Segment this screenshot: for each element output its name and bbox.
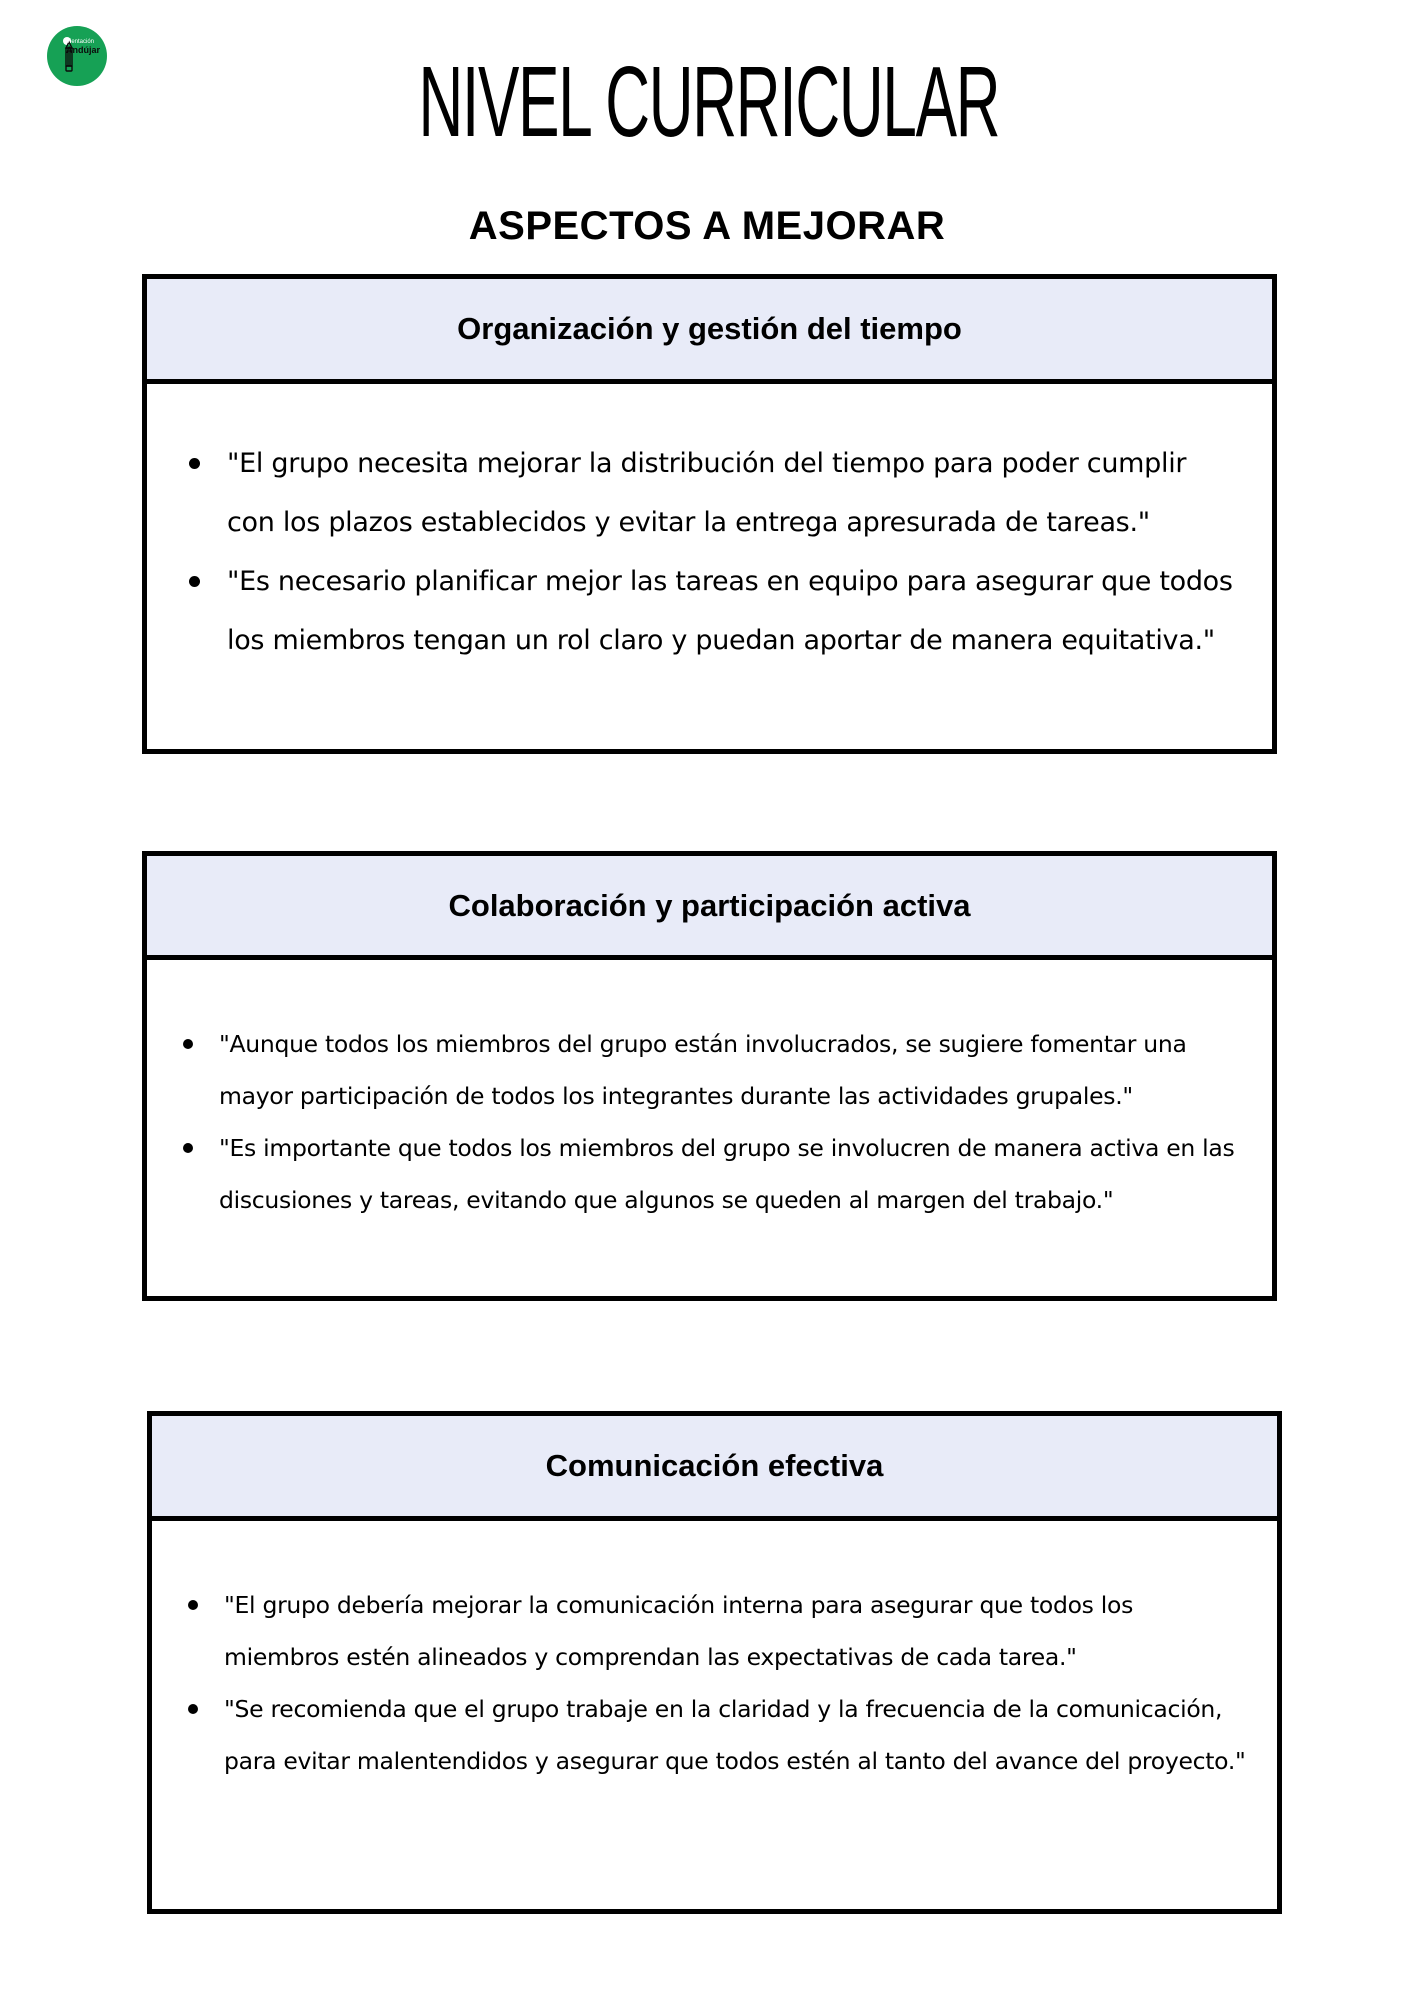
section-header	[147, 856, 1272, 960]
page-subtitle: ASPECTOS A MEJORAR	[468, 204, 946, 248]
section-header	[147, 279, 1272, 384]
page-title: NIVEL CURRICULAR	[418, 46, 1000, 158]
list-item-text: "Es necesario planificar mejor las tareas en equipo para asegurar que todos los miembros tengan un rol claro y puedan aportar de manera equitativa."	[227, 566, 1233, 656]
list-item	[227, 552, 1237, 670]
list-item-text: "Se recomienda que el grupo trabaje en la claridad y la frecuencia de la comunicación, para evitar malentendidos y asegurar que todos estén al tanto del avance del proyecto."	[224, 1695, 1246, 1775]
bullet-icon	[189, 458, 200, 469]
logo-text-top: rientación	[68, 39, 95, 45]
section-title: Colaboración y participación activa	[448, 887, 971, 923]
list-item	[227, 434, 1237, 552]
list-item-text: "Aunque todos los miembros del grupo están involucrados, se sugiere fomentar una mayor participación de todos los integrantes durante las actividades grupales."	[219, 1030, 1187, 1110]
list-item	[224, 1683, 1254, 1787]
bullet-list	[219, 1018, 1249, 1226]
list-item	[219, 1018, 1249, 1122]
bullet-icon	[183, 1039, 193, 1049]
section-header	[152, 1416, 1277, 1521]
bullet-list	[227, 434, 1237, 670]
list-item	[224, 1579, 1254, 1683]
section-title: Organización y gestión del tiempo	[457, 311, 962, 346]
list-item-text: "El grupo debería mejorar la comunicación interna para asegurar que todos los miembros estén alineados y comprendan las expectativas de cada tarea."	[224, 1591, 1134, 1671]
section-card-comunicacion	[147, 1411, 1282, 1914]
bullet-icon	[188, 1600, 198, 1610]
bullet-icon	[188, 1704, 198, 1714]
logo-text-bottom: Andújar	[66, 45, 101, 55]
section-card-organizacion	[142, 274, 1277, 754]
logo	[47, 26, 107, 86]
list-item	[219, 1122, 1249, 1226]
pencil-icon	[47, 26, 107, 86]
section-title: Comunicación efectiva	[545, 1448, 884, 1483]
list-item-text: "Es importante que todos los miembros del grupo se involucren de manera activa en las discusiones y tareas, evitando que algunos se queden al margen del trabajo."	[219, 1134, 1235, 1214]
list-item-text: "El grupo necesita mejorar la distribución del tiempo para poder cumplir con los plazos establecidos y evitar la entrega apresurada de tareas."	[227, 448, 1187, 538]
bullet-icon	[189, 576, 200, 587]
section-card-colaboracion	[142, 851, 1277, 1301]
bullet-list	[224, 1579, 1254, 1787]
bullet-icon	[183, 1143, 193, 1153]
